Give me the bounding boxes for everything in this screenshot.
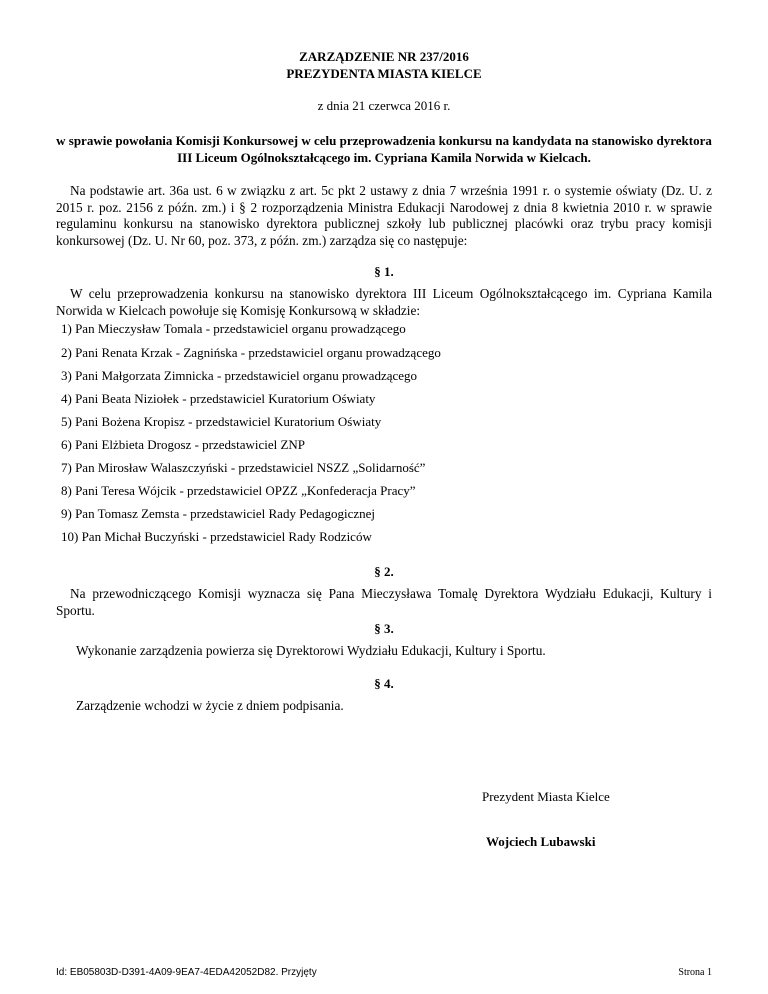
- committee-member: 3) Pani Małgorzata Zimnicka - przedstawiciel organu prowadzącego: [61, 368, 418, 383]
- document-title-line2: PREZYDENTA MIASTA KIELCE: [286, 66, 482, 81]
- preamble-paragraph: Na podstawie art. 36a ust. 6 w związku z art. 5c pkt 2 ustawy z dnia 7 września 1991 r. o systemie oświaty (Dz. U. z 2015 r. poz. 2156 z późn. zm.) i § 2 rozporządzenia Ministra Edukacji Narodowej z dnia 8 kwietnia 2010 r. w sprawie regulaminu konkursu na stanowisko dyrektora publicznej szkoły lub publicznej placówki oraz trybu pracy komisji konkursowej (Dz. U. Nr 60, poz. 373, z późn. zm.) zarządza się co następuje:: [56, 183, 712, 248]
- document-date: z dnia 21 czerwca 2016 r.: [317, 98, 451, 113]
- committee-member: 6) Pani Elżbieta Drogosz - przedstawiciel ZNP: [61, 437, 306, 452]
- footer-document-id: Id: EB05803D-D391-4A09-9EA7-4EDA42052D82. Przyjęty: [56, 967, 317, 978]
- signature-name: Wojciech Lubawski: [486, 834, 596, 849]
- committee-member: 10) Pan Michał Buczyński - przedstawiciel Rady Rodziców: [61, 529, 372, 544]
- section-1-heading: § 1.: [374, 264, 394, 279]
- footer-page-number: Strona 1: [678, 967, 712, 978]
- committee-member: 2) Pani Renata Krzak - Zagnińska - przedstawiciel organu prowadzącego: [61, 345, 441, 360]
- signature-title: Prezydent Miasta Kielce: [482, 789, 610, 804]
- section-4-heading: § 4.: [374, 676, 394, 691]
- committee-member: 1) Pan Mieczysław Tomala - przedstawiciel organu prowadzącego: [61, 321, 406, 336]
- committee-member: 4) Pani Beata Niziołek - przedstawiciel Kuratorium Oświaty: [61, 391, 376, 406]
- document-title-line1: ZARZĄDZENIE NR 237/2016: [299, 49, 469, 64]
- committee-member: 5) Pani Bożena Kropisz - przedstawiciel Kuratorium Oświaty: [61, 414, 382, 429]
- committee-member: 7) Pan Mirosław Walaszczyński - przedstawiciel NSZZ „Solidarność”: [61, 460, 426, 475]
- document-subject: w sprawie powołania Komisji Konkursowej w celu przeprowadzenia konkursu na kandydata na stanowisko dyrektora III Liceum Ogólnokształcącego im. Cypriana Kamila Norwida w Kielcach.: [56, 133, 712, 165]
- section-4-text: Zarządzenie wchodzi w życie z dniem podpisania.: [76, 698, 344, 713]
- committee-member: 9) Pan Tomasz Zemsta - przedstawiciel Rady Pedagogicznej: [61, 506, 375, 521]
- section-3-text: Wykonanie zarządzenia powierza się Dyrektorowi Wydziału Edukacji, Kultury i Sportu.: [76, 643, 546, 658]
- section-2-text: Na przewodniczącego Komisji wyznacza się Pana Mieczysława Tomalę Dyrektora Wydziału Edukacji, Kultury i Sportu.: [56, 586, 712, 618]
- section-2-heading: § 2.: [374, 564, 394, 579]
- section-1-text: W celu przeprowadzenia konkursu na stanowisko dyrektora III Liceum Ogólnokształcącego im. Cypriana Kamila Norwida w Kielcach powołuje się Komisję Konkursową w składzie:: [56, 286, 712, 318]
- committee-member: 8) Pani Teresa Wójcik - przedstawiciel OPZZ „Konfederacja Pracy”: [61, 483, 416, 498]
- section-3-heading: § 3.: [374, 621, 394, 636]
